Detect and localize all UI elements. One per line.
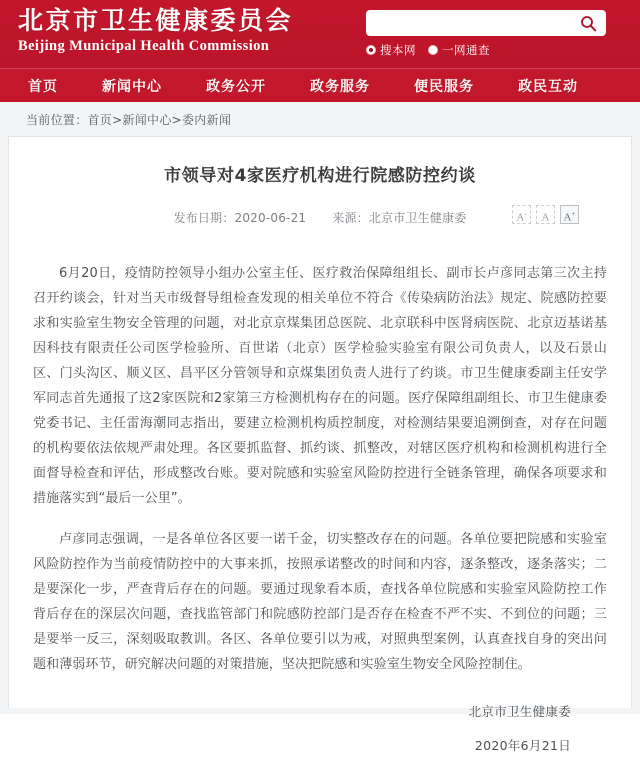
search-button[interactable] — [575, 13, 601, 34]
brand-title-en: Beijing Municipal Health Commission — [18, 38, 270, 54]
font-size-increase-button[interactable] — [560, 205, 579, 224]
search-scope-label-network: 一网通查 — [442, 43, 490, 57]
signature-organization: 北京市卫生健康委 — [468, 704, 571, 719]
nav-item-government-services[interactable]: 政务服务 — [310, 78, 370, 95]
font-size-increase-label: A — [563, 211, 572, 224]
article-card — [8, 136, 632, 753]
font-size-increase-sup: + — [571, 210, 576, 218]
article-paragraph: 6月20日，疫情防控领导小组办公室主任、医疗救治保障组组长、副市长卢彦同志第三次主持召开约谈会，针对当天市级督导组检查发现的相关单位不符合《传染病防治法》规定、院感防控要求和实验室生物安全管理的问题，对北京京煤集团总医院、北京联科中医肾病医院、北京迈基诺基因科技有限责任公司医学检验所、百世诺（北京）医学检验实验室有限公司负责人，以及石景山区、门头沟区、顺义区、昌平区分管领导和京煤集团负责人进行了约谈。市卫生健康委副主任安学军同志首先通报了这2家医院和2家第三方检测机构存在的问题。医疗保障组副组长、市卫生健康委党委书记、主任雷海潮同志指出，要建立检测机构质控制度，对检测结果要追溯倒查，对存在问题的机构要依法依规严肃处理。各区要抓监督、抓约谈、抓整改，对辖区医疗机构和检测机构进行全面督导检查和评估，形成整改台账。要对院感和实验室风险防控进行全链条管理，确保各项要求和措施落实到“最后一公里”。 — [33, 266, 607, 506]
brand-title-cn: 北京市卫生健康委员会 — [18, 6, 294, 35]
search-block — [366, 10, 606, 58]
font-size-normal-button[interactable] — [536, 205, 555, 224]
page-background — [0, 136, 640, 753]
search-icon — [580, 15, 597, 32]
font-size-decrease-button[interactable] — [512, 205, 531, 224]
nav-item-government-disclosure[interactable]: 政务公开 — [206, 78, 266, 95]
site-brand[interactable] — [18, 6, 293, 56]
breadcrumb-band — [0, 102, 640, 136]
font-size-normal-label: A — [541, 211, 550, 224]
font-size-controls — [512, 205, 579, 224]
main-nav — [0, 68, 640, 102]
article-paragraph: 卢彦同志强调，一是各单位各区要一诺千金，切实整改存在的问题。各单位要把院感和实验室风险防控作为当前疫情防控中的大事来抓，按照承诺整改的时间和内容，逐条整改，逐条落实；二是要深化一步，严查背后存在的问题。要通过现象看本质，查找各单位院感和实验室风险防控工作背后存在的深层次问题，查找监管部门和院感防控部门是否存在检查不严不实、不到位的问题；三是要举一反三，深刻吸取教训。各区、各单位要引以为戒，对照典型案例，认真查找自身的突出问题和薄弱环节，研究解决问题的对策措施，坚决把院感和实验室生物安全风险控制住。 — [33, 532, 607, 672]
radio-selected-icon — [366, 45, 376, 55]
signature-date: 2020年6月21日 — [474, 738, 571, 753]
search-input[interactable] — [373, 11, 571, 35]
nav-item-news-center[interactable]: 新闻中心 — [102, 78, 162, 95]
page-title: 市领导对4家医疗机构进行院感防控约谈 — [164, 166, 476, 186]
publish-date: 发布日期：2020-06-21 — [173, 210, 307, 225]
search-scope-label-local: 搜本网 — [380, 43, 416, 57]
search-scope-option-local[interactable] — [366, 42, 416, 58]
radio-unselected-icon — [428, 45, 438, 55]
site-header — [0, 0, 640, 68]
font-size-decrease-label: A — [516, 211, 525, 224]
font-size-decrease-sup: - — [524, 210, 527, 218]
article-body — [33, 261, 607, 677]
search-box[interactable] — [366, 10, 606, 36]
article-signature — [33, 695, 607, 763]
nav-item-home[interactable]: 首页 — [28, 78, 58, 95]
nav-item-public-interaction[interactable]: 政民互动 — [518, 78, 578, 95]
article-meta — [33, 205, 607, 229]
search-scope-radios — [366, 42, 606, 58]
breadcrumb[interactable]: 当前位置：首页>新闻中心>委内新闻 — [26, 112, 232, 127]
nav-item-public-services[interactable]: 便民服务 — [414, 78, 474, 95]
article-source: 来源：北京市卫生健康委 — [332, 210, 467, 225]
search-scope-option-network[interactable] — [428, 42, 490, 58]
